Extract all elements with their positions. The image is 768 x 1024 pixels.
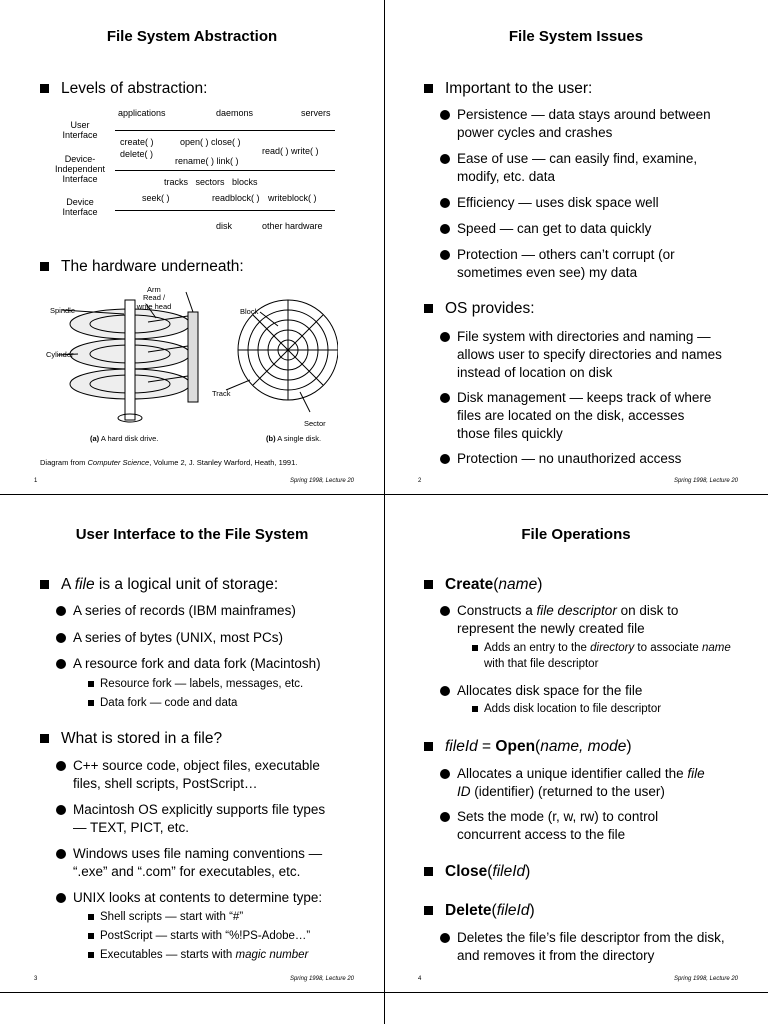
hard-disk-figure <box>38 282 338 447</box>
label-servers: servers <box>301 108 331 118</box>
label-seek: seek( ) <box>142 193 170 203</box>
caption-a: (a) A hard disk drive. <box>90 434 159 443</box>
slide-number: 2 <box>418 478 422 484</box>
slide-2 <box>384 0 768 494</box>
sub-item: Adds disk location to file descriptor <box>472 701 742 717</box>
row-divider-1 <box>0 494 768 495</box>
list-item: Macintosh OS explicitly supports file types — TEXT, PICT, etc. <box>56 801 336 837</box>
label-cylinder: Cylinder <box>46 350 74 359</box>
list-item: Windows uses file naming conventions — “.exe” and “.com” for executables, etc. <box>56 845 346 881</box>
op-delete: Delete(fileId) <box>424 902 535 920</box>
label-daemons: daemons <box>216 108 254 118</box>
course-label: Spring 1998, Lecture 20 <box>673 478 738 484</box>
bullet-levels: Levels of abstraction: <box>40 80 207 98</box>
layer-line <box>115 170 335 171</box>
sub-item: Adds an entry to the directory to associate name with that file descriptor <box>472 640 742 672</box>
list-item: Constructs a file descriptor on disk to represent the newly created file <box>440 602 720 638</box>
slide-4 <box>384 498 768 992</box>
label-readblock: readblock( ) <box>212 193 260 203</box>
list-item: A series of bytes (UNIX, most PCs) <box>56 629 366 647</box>
label-writeblock: writeblock( ) <box>268 193 317 203</box>
slide-number: 3 <box>34 976 38 982</box>
sub-item: Shell scripts — start with “#” <box>88 909 358 925</box>
label-rename-link: rename( ) link( ) <box>175 156 239 166</box>
op-create: Create(name) <box>424 576 542 594</box>
slide-1 <box>0 0 384 494</box>
layer-line <box>115 130 335 131</box>
course-label: Spring 1998, Lecture 20 <box>289 478 354 484</box>
list-item: A resource fork and data fork (Macintosh) <box>56 655 366 673</box>
slide-title: File System Issues <box>508 28 644 45</box>
list-item: Sets the mode (r, w, rw) to control concurrent access to the file <box>440 808 720 844</box>
slide-3 <box>0 498 384 992</box>
bullet-what-stored: What is stored in a file? <box>40 730 222 748</box>
slide-title: User Interface to the File System <box>75 526 309 543</box>
label-device-independent: Device-Independent Interface <box>54 154 106 184</box>
bullet-file-definition: A file is a logical unit of storage: <box>40 576 278 594</box>
label-open-close: open( ) close( ) <box>180 137 241 147</box>
sub-item: PostScript — starts with “%!PS-Adobe…” <box>88 928 358 944</box>
row-divider-2 <box>0 992 768 993</box>
label-user-interface: User Interface <box>62 120 98 140</box>
list-item: C++ source code, object files, executable files, shell scripts, PostScript… <box>56 757 346 793</box>
label-other-hardware: other hardware <box>262 221 323 231</box>
slide-number: 1 <box>34 478 38 484</box>
label-applications: applications <box>118 108 166 118</box>
list-item: A series of records (IBM mainframes) <box>56 602 366 620</box>
label-read-write: read( ) write( ) <box>262 146 319 156</box>
course-label: Spring 1998, Lecture 20 <box>673 976 738 982</box>
slide-title: File System Abstraction <box>106 28 278 45</box>
slide-number: 4 <box>418 976 422 982</box>
sub-item: Executables — starts with magic number <box>88 947 358 963</box>
list-item: Persistence — data stays around between power cycles and crashes <box>440 106 720 142</box>
figure-credit: Diagram from Computer Science, Volume 2, J. Stanley Warford, Heath, 1991. <box>40 458 298 467</box>
layer-line <box>115 210 335 211</box>
label-tracks-sectors-blocks: tracks sectors blocks <box>164 177 258 187</box>
list-item: File system with directories and naming — allows user to specify directories and names instead of location on disk <box>440 328 730 382</box>
label-create: create( ) <box>120 137 154 147</box>
list-item: Allocates a unique identifier called the file ID (identifier) (returned to the user) <box>440 765 720 801</box>
caption-b: (b) A single disk. <box>266 434 322 443</box>
course-label: Spring 1998, Lecture 20 <box>289 976 354 982</box>
list-item: Deletes the file’s file descriptor from the disk, and removes it from the directory <box>440 929 730 965</box>
label-delete: delete( ) <box>120 149 154 159</box>
label-block: Block <box>240 307 259 316</box>
list-item: Speed — can get to data quickly <box>440 220 720 238</box>
sub-item: Data fork — code and data <box>88 695 358 711</box>
op-close: Close(fileId) <box>424 863 530 881</box>
list-item: Efficiency — uses disk space well <box>440 194 720 212</box>
list-item: Protection — no unauthorized access <box>440 450 730 468</box>
label-device-interface: Device Interface <box>62 197 98 217</box>
list-item: Protection — others can’t corrupt (or sometimes even see) my data <box>440 246 720 282</box>
label-track: Track <box>212 389 231 398</box>
list-item: Allocates disk space for the file <box>440 682 720 700</box>
bullet-important: Important to the user: <box>424 80 592 98</box>
list-item: UNIX looks at contents to determine type: <box>56 889 366 907</box>
label-arm: Arm <box>147 285 161 294</box>
label-read-write-head: Read / write head <box>136 293 172 311</box>
label-disk: disk <box>216 221 233 231</box>
label-spindle: Spindle <box>50 306 76 315</box>
sub-item: Resource fork — labels, messages, etc. <box>88 676 358 692</box>
list-item: Ease of use — can easily find, examine, modify, etc. data <box>440 150 720 186</box>
list-item: Disk management — keeps track of where files are located on the disk, accesses those files quickly <box>440 389 720 443</box>
slide-title: File Operations <box>521 526 631 543</box>
label-sector: Sector <box>304 419 326 428</box>
bullet-os-provides: OS provides: <box>424 300 535 318</box>
op-open: fileId = Open(name, mode) <box>424 738 632 756</box>
bullet-hardware: The hardware underneath: <box>40 258 244 276</box>
